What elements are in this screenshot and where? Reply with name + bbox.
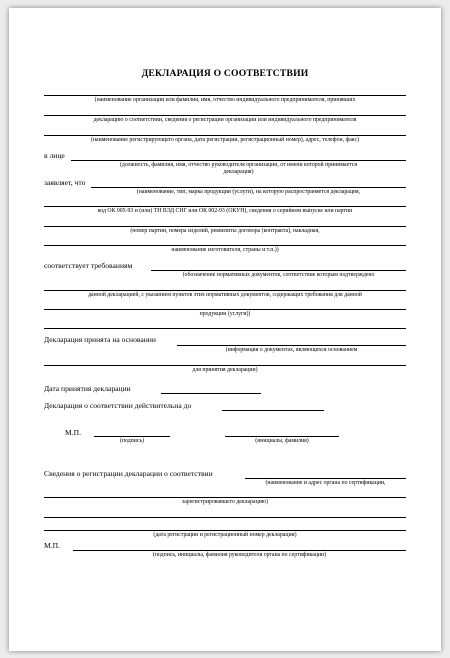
complies-label: соответствует требованиям — [44, 261, 133, 270]
initials-line[interactable] — [225, 436, 339, 437]
requirements-caption: (обозначение нормативных документов, соответствие которым подтверждено — [182, 272, 375, 278]
reg-date-caption: (дата регистрации и регистрационный номер декларации) — [153, 532, 297, 538]
codes-line[interactable] — [44, 206, 406, 207]
requirements-caption-2: данной декларацией, с указанием пунктов этих нормативных документов, содержащих требования для данной — [88, 292, 362, 298]
requirements-line[interactable] — [151, 270, 406, 271]
cert-body-caption: (наименование и адрес органа по сертификации, — [265, 480, 386, 486]
valid-until-label: Декларация о соответствии действительна до — [44, 401, 192, 410]
reg-date-line[interactable] — [44, 530, 406, 531]
head-sign-line[interactable] — [73, 550, 406, 551]
person-caption-2: декларация) — [223, 169, 254, 175]
cert-body-line-2[interactable] — [44, 497, 406, 498]
accept-date-line[interactable] — [161, 393, 261, 394]
declares-label: заявляет, что — [44, 178, 86, 187]
registrar-caption: (наименование регистрирующего органа, дата регистрации, регистрационный номер), адрес, телефон, факс) — [91, 137, 359, 143]
initials-caption: (инициалы, фамилия) — [255, 438, 309, 444]
maker-caption: наименование изготовителя, страны и т.п.)) — [171, 247, 279, 253]
cert-body-line[interactable] — [245, 478, 406, 479]
accepted-basis-label: Декларация принята на основании — [44, 335, 156, 344]
stamp-label-2: М.П. — [44, 541, 61, 550]
org-name-line[interactable] — [44, 95, 406, 96]
basis-line-2[interactable] — [44, 365, 406, 366]
org-details-line[interactable] — [44, 115, 406, 116]
cert-body-caption-2: зарегистрировавшего декларацию) — [181, 499, 269, 505]
declaration-page — [9, 8, 441, 651]
person-line[interactable] — [71, 160, 406, 161]
head-sign-caption: (подпись, инициалы, фамилия руководителя органа по сертификации) — [152, 552, 327, 558]
in-person-label: в лице — [44, 151, 65, 160]
basis-caption-2: для принятия декларации) — [192, 367, 258, 373]
org-details-caption: декларацию о соответствии, сведения о регистрации организации или индивидуального предпринимателя — [93, 117, 357, 123]
requirements-caption-3: продукции (услуги)) — [199, 311, 251, 317]
accept-date-label: Дата принятия декларации — [44, 384, 131, 393]
stamp-label: М.П. — [65, 428, 82, 437]
basis-caption: (информация о документах, являющихся основанием — [225, 347, 358, 353]
valid-until-line[interactable] — [222, 410, 324, 411]
registrar-line[interactable] — [44, 135, 406, 136]
batch-caption: (номер партии, номера изделий, реквизиты договора (контракта), накладная, — [130, 228, 320, 234]
codes-caption: код ОК 005-93 и (или) ТН ВЭД СНГ или ОК 002-93 (ОКУН), сведения о серийном выпуске или партии — [97, 208, 353, 214]
signature-caption: (подпись) — [119, 438, 145, 444]
registration-line[interactable] — [44, 517, 406, 518]
registration-info-label: Сведения о регистрации декларации о соответствии — [44, 469, 213, 478]
batch-line[interactable] — [44, 226, 406, 227]
requirements-line-4[interactable] — [44, 328, 406, 329]
basis-line[interactable] — [177, 345, 406, 346]
maker-line[interactable] — [44, 245, 406, 246]
person-caption: (должность, фамилия, имя, отчество руководителя организации, от имени которой принимается — [119, 162, 358, 168]
product-caption: (наименование, тип, марка продукции (услуги), на которую распространяется декларация, — [136, 189, 361, 195]
signature-line[interactable] — [94, 436, 170, 437]
document-title: ДЕКЛАРАЦИЯ О СООТВЕТСТВИИ — [141, 68, 309, 79]
org-name-caption: (наименование организации или фамилия, имя, отчество индивидуального предпринимателя, принявших — [94, 97, 356, 103]
requirements-line-3[interactable] — [44, 309, 406, 310]
product-line[interactable] — [91, 187, 406, 188]
requirements-line-2[interactable] — [44, 290, 406, 291]
